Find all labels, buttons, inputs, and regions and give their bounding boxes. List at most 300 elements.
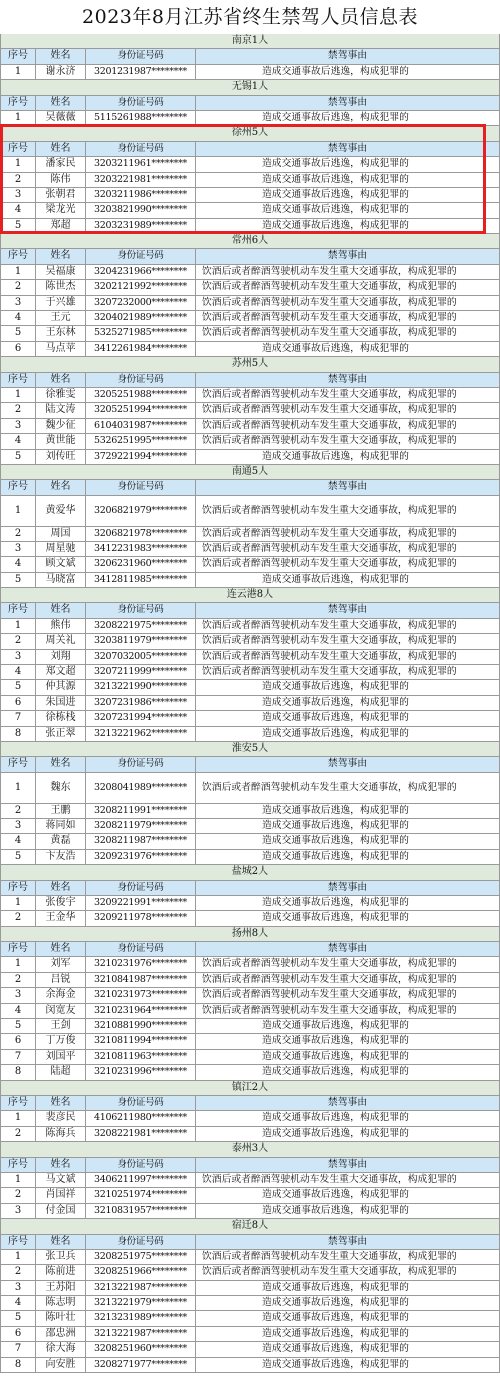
row-seq: 4	[0, 311, 36, 325]
table-row	[0, 911, 500, 926]
row-reason: 造成交通事故后逃逸，构成犯罪的	[196, 65, 500, 79]
row-name: 吴薇薇	[36, 111, 86, 125]
region-label: 徐州5人	[0, 126, 500, 140]
row-reason: 饮酒后或者醉酒驾驶机动车发生重大交通事故，构成犯罪的	[196, 1173, 500, 1187]
row-name: 裴彦民	[36, 1111, 86, 1125]
row-name: 陆文涛	[36, 403, 86, 417]
region-label: 淮安5人	[0, 742, 500, 756]
region-row	[0, 234, 500, 249]
row-seq: 4	[0, 665, 36, 679]
region-label: 无锡1人	[0, 80, 500, 94]
row-seq: 7	[0, 711, 36, 725]
column-header-row	[0, 1096, 500, 1111]
row-name: 肖国祥	[36, 1188, 86, 1202]
row-id-number: 3210841987********	[86, 973, 196, 987]
column-header-row	[0, 603, 500, 618]
row-seq: 2	[0, 1188, 36, 1202]
region-row	[0, 357, 500, 372]
region-row	[0, 588, 500, 603]
region-label: 镇江2人	[0, 1081, 500, 1095]
table-row	[0, 1004, 500, 1019]
row-id-number: 3210231996********	[86, 1065, 196, 1079]
row-seq: 8	[0, 1358, 36, 1372]
header-reason: 禁驾事由	[196, 1235, 500, 1249]
row-id-number: 5325271985********	[86, 326, 196, 340]
row-name: 马点苹	[36, 342, 86, 356]
row-name: 丁万俊	[36, 1034, 86, 1048]
row-id-number: 3209211978********	[86, 911, 196, 925]
column-header-row	[0, 881, 500, 896]
row-reason: 造成交通事故后逃逸，构成犯罪的	[196, 804, 500, 818]
row-name: 吕锐	[36, 973, 86, 987]
header-name: 姓名	[36, 373, 86, 387]
row-id-number: 3207232000********	[86, 296, 196, 310]
header-name: 姓名	[36, 480, 86, 494]
row-name: 陆超	[36, 1065, 86, 1079]
column-header-row	[0, 942, 500, 957]
row-reason: 造成交通事故后逃逸，构成犯罪的	[196, 111, 500, 125]
table-row	[0, 634, 500, 649]
table-row	[0, 1111, 500, 1126]
row-seq: 2	[0, 280, 36, 294]
row-name: 王苏阳	[36, 1281, 86, 1295]
header-seq: 序号	[0, 1158, 36, 1172]
table-row	[0, 1019, 500, 1034]
row-name: 周国	[36, 527, 86, 541]
row-reason: 饮酒后或者醉酒驾驶机动车发生重大交通事故，构成犯罪的	[196, 311, 500, 325]
row-reason: 造成交通事故后逃逸，构成犯罪的	[196, 1111, 500, 1125]
header-id: 身份证号码	[86, 1096, 196, 1110]
row-reason: 饮酒后或者醉酒驾驶机动车发生重大交通事故，构成犯罪的	[196, 296, 500, 310]
table-row	[0, 1065, 500, 1080]
row-name: 郑文超	[36, 665, 86, 679]
row-reason: 饮酒后或者醉酒驾驶机动车发生重大交通事故，构成犯罪的	[196, 388, 500, 402]
header-id: 身份证号码	[86, 373, 196, 387]
table-row	[0, 1250, 500, 1265]
driver-ban-table	[0, 34, 500, 1373]
table-row	[0, 1034, 500, 1049]
row-id-number: 3213221990********	[86, 680, 196, 694]
row-name: 徐栋栈	[36, 711, 86, 725]
header-name: 姓名	[36, 942, 86, 956]
table-row	[0, 450, 500, 465]
row-id-number: 3205251994********	[86, 403, 196, 417]
row-id-number: 3208271977********	[86, 1358, 196, 1372]
row-id-number: 3207231994********	[86, 711, 196, 725]
row-reason: 造成交通事故后逃逸，构成犯罪的	[196, 1050, 500, 1064]
region-label: 南通5人	[0, 465, 500, 479]
row-name: 刘翔	[36, 650, 86, 664]
row-name: 吴福康	[36, 265, 86, 279]
header-seq: 序号	[0, 142, 36, 156]
row-name: 王东林	[36, 326, 86, 340]
header-seq: 序号	[0, 881, 36, 895]
row-seq: 2	[0, 1265, 36, 1279]
row-name: 张卫兵	[36, 1250, 86, 1264]
row-seq: 1	[0, 1250, 36, 1264]
row-name: 徐雅雯	[36, 388, 86, 402]
header-reason: 禁驾事由	[196, 757, 500, 771]
header-id: 身份证号码	[86, 942, 196, 956]
row-reason: 造成交通事故后逃逸，构成犯罪的	[196, 173, 500, 187]
row-reason: 造成交通事故后逃逸，构成犯罪的	[196, 1296, 500, 1310]
row-name: 潘家民	[36, 157, 86, 171]
header-reason: 禁驾事由	[196, 881, 500, 895]
row-name: 黄世能	[36, 434, 86, 448]
row-reason: 饮酒后或者醉酒驾驶机动车发生重大交通事故，构成犯罪的	[196, 650, 500, 664]
row-id-number: 3213231989********	[86, 1311, 196, 1325]
row-reason: 饮酒后或者醉酒驾驶机动车发生重大交通事故，构成犯罪的	[196, 957, 500, 971]
table-row	[0, 342, 500, 357]
header-reason: 禁驾事由	[196, 96, 500, 110]
row-reason: 造成交通事故后逃逸，构成犯罪的	[196, 1327, 500, 1341]
row-seq: 3	[0, 1281, 36, 1295]
row-reason: 饮酒后或者醉酒驾驶机动车发生重大交通事故，构成犯罪的	[196, 557, 500, 571]
row-seq: 1	[0, 388, 36, 402]
row-name: 陈伟	[36, 173, 86, 187]
row-seq: 4	[0, 557, 36, 571]
row-seq: 5	[0, 573, 36, 587]
table-row	[0, 1173, 500, 1188]
region-row	[0, 1142, 500, 1157]
row-seq: 3	[0, 296, 36, 310]
row-id-number: 3210811994********	[86, 1034, 196, 1048]
row-id-number: 3207231986********	[86, 696, 196, 710]
table-row	[0, 157, 500, 172]
row-name: 陈海兵	[36, 1127, 86, 1141]
region-row	[0, 126, 500, 141]
row-reason: 造成交通事故后逃逸，构成犯罪的	[196, 834, 500, 848]
header-id: 身份证号码	[86, 49, 196, 63]
row-seq: 2	[0, 527, 36, 541]
region-row	[0, 34, 500, 49]
row-id-number: 6104031987********	[86, 419, 196, 433]
row-reason: 饮酒后或者醉酒驾驶机动车发生重大交通事故，构成犯罪的	[196, 1004, 500, 1018]
row-reason: 造成交通事故后逃逸，构成犯罪的	[196, 1358, 500, 1372]
column-header-row	[0, 1235, 500, 1250]
row-seq: 1	[0, 65, 36, 79]
row-reason: 饮酒后或者醉酒驾驶机动车发生重大交通事故，构成犯罪的	[196, 773, 500, 803]
row-id-number: 3207211999********	[86, 665, 196, 679]
region-row	[0, 1081, 500, 1096]
row-seq: 4	[0, 434, 36, 448]
header-reason: 禁驾事由	[196, 249, 500, 263]
row-name: 王元	[36, 311, 86, 325]
row-seq: 7	[0, 1050, 36, 1064]
header-reason: 禁驾事由	[196, 480, 500, 494]
row-seq: 8	[0, 727, 36, 741]
region-row	[0, 1219, 500, 1234]
row-id-number: 3210231976********	[86, 957, 196, 971]
table-row	[0, 711, 500, 726]
table-row	[0, 65, 500, 80]
row-name: 朱国进	[36, 696, 86, 710]
row-name: 徐大海	[36, 1342, 86, 1356]
row-reason: 造成交通事故后逃逸，构成犯罪的	[196, 850, 500, 864]
row-name: 蒋同如	[36, 819, 86, 833]
row-reason: 饮酒后或者醉酒驾驶机动车发生重大交通事故，构成犯罪的	[196, 988, 500, 1002]
header-name: 姓名	[36, 1096, 86, 1110]
row-seq: 3	[0, 542, 36, 556]
header-seq: 序号	[0, 942, 36, 956]
row-name: 魏少征	[36, 419, 86, 433]
row-id-number: 3209221991********	[86, 896, 196, 910]
row-id-number: 3412261984********	[86, 342, 196, 356]
header-reason: 禁驾事由	[196, 373, 500, 387]
row-id-number: 3202121992********	[86, 280, 196, 294]
table-row	[0, 388, 500, 403]
header-seq: 序号	[0, 480, 36, 494]
row-seq: 3	[0, 819, 36, 833]
row-reason: 饮酒后或者醉酒驾驶机动车发生重大交通事故，构成犯罪的	[196, 403, 500, 417]
header-id: 身份证号码	[86, 603, 196, 617]
row-seq: 1	[0, 1111, 36, 1125]
row-id-number: 3204021989********	[86, 311, 196, 325]
row-seq: 4	[0, 834, 36, 848]
row-seq: 2	[0, 634, 36, 648]
row-name: 王鹏	[36, 804, 86, 818]
region-row	[0, 927, 500, 942]
row-reason: 饮酒后或者醉酒驾驶机动车发生重大交通事故，构成犯罪的	[196, 265, 500, 279]
row-id-number: 3213221962********	[86, 727, 196, 741]
row-seq: 1	[0, 265, 36, 279]
region-label: 连云港8人	[0, 588, 500, 602]
row-seq: 7	[0, 1342, 36, 1356]
table-row	[0, 988, 500, 1003]
table-row	[0, 973, 500, 988]
header-name: 姓名	[36, 96, 86, 110]
row-id-number: 3210811963********	[86, 1050, 196, 1064]
table-row	[0, 296, 500, 311]
row-reason: 造成交通事故后逃逸，构成犯罪的	[196, 1065, 500, 1079]
row-id-number: 3210881990********	[86, 1019, 196, 1033]
row-name: 顾文斌	[36, 557, 86, 571]
row-name: 张正翠	[36, 727, 86, 741]
row-reason: 造成交通事故后逃逸，构成犯罪的	[196, 450, 500, 464]
header-name: 姓名	[36, 757, 86, 771]
row-name: 陈前进	[36, 1265, 86, 1279]
header-seq: 序号	[0, 603, 36, 617]
row-reason: 饮酒后或者醉酒驾驶机动车发生重大交通事故，构成犯罪的	[196, 973, 500, 987]
row-seq: 6	[0, 1327, 36, 1341]
column-header-row	[0, 96, 500, 111]
row-seq: 8	[0, 1065, 36, 1079]
row-name: 郑超	[36, 219, 86, 233]
row-name: 付金国	[36, 1204, 86, 1218]
table-row	[0, 1127, 500, 1142]
row-seq: 3	[0, 650, 36, 664]
row-reason: 造成交通事故后逃逸，构成犯罪的	[196, 188, 500, 202]
row-reason: 造成交通事故后逃逸，构成犯罪的	[196, 1311, 500, 1325]
row-reason: 造成交通事故后逃逸，构成犯罪的	[196, 727, 500, 741]
row-reason: 造成交通事故后逃逸，构成犯罪的	[196, 219, 500, 233]
row-reason: 造成交通事故后逃逸，构成犯罪的	[196, 680, 500, 694]
row-reason: 造成交通事故后逃逸，构成犯罪的	[196, 342, 500, 356]
row-name: 王剑	[36, 1019, 86, 1033]
row-reason: 造成交通事故后逃逸，构成犯罪的	[196, 819, 500, 833]
row-id-number: 3208251966********	[86, 1265, 196, 1279]
row-name: 仲其源	[36, 680, 86, 694]
row-name: 张俊宇	[36, 896, 86, 910]
header-name: 姓名	[36, 1235, 86, 1249]
column-header-row	[0, 480, 500, 495]
table-row	[0, 1050, 500, 1065]
row-seq: 5	[0, 326, 36, 340]
header-name: 姓名	[36, 49, 86, 63]
row-reason: 饮酒后或者醉酒驾驶机动车发生重大交通事故，构成犯罪的	[196, 619, 500, 633]
table-row	[0, 957, 500, 972]
table-row	[0, 188, 500, 203]
row-reason: 饮酒后或者醉酒驾驶机动车发生重大交通事故，构成犯罪的	[196, 326, 500, 340]
table-row	[0, 403, 500, 418]
row-seq: 2	[0, 173, 36, 187]
table-row	[0, 111, 500, 126]
table-row	[0, 573, 500, 588]
header-id: 身份证号码	[86, 757, 196, 771]
region-row	[0, 865, 500, 880]
table-row	[0, 1311, 500, 1326]
header-seq: 序号	[0, 49, 36, 63]
row-seq: 5	[0, 1311, 36, 1325]
row-reason: 饮酒后或者醉酒驾驶机动车发生重大交通事故，构成犯罪的	[196, 1250, 500, 1264]
table-row	[0, 1204, 500, 1219]
table-row	[0, 557, 500, 572]
row-id-number: 3203811979********	[86, 634, 196, 648]
row-reason: 饮酒后或者醉酒驾驶机动车发生重大交通事故，构成犯罪的	[196, 527, 500, 541]
row-reason: 饮酒后或者醉酒驾驶机动车发生重大交通事故，构成犯罪的	[196, 496, 500, 526]
row-name: 陈叶壮	[36, 1311, 86, 1325]
table-row	[0, 773, 500, 804]
row-seq: 4	[0, 1296, 36, 1310]
region-row	[0, 465, 500, 480]
row-seq: 1	[0, 1173, 36, 1187]
row-name: 刘传旺	[36, 450, 86, 464]
table-row	[0, 1327, 500, 1342]
row-id-number: 3203221981********	[86, 173, 196, 187]
header-reason: 禁驾事由	[196, 603, 500, 617]
row-seq: 1	[0, 157, 36, 171]
row-reason: 造成交通事故后逃逸，构成犯罪的	[196, 1204, 500, 1218]
row-name: 黄磊	[36, 834, 86, 848]
header-id: 身份证号码	[86, 881, 196, 895]
header-reason: 禁驾事由	[196, 942, 500, 956]
row-reason: 造成交通事故后逃逸，构成犯罪的	[196, 1342, 500, 1356]
table-row	[0, 1296, 500, 1311]
row-reason: 造成交通事故后逃逸，构成犯罪的	[196, 1019, 500, 1033]
header-reason: 禁驾事由	[196, 1158, 500, 1172]
table-row	[0, 326, 500, 341]
row-seq: 5	[0, 680, 36, 694]
table-row	[0, 527, 500, 542]
row-id-number: 3406211997********	[86, 1173, 196, 1187]
row-id-number: 3203231989********	[86, 219, 196, 233]
row-name: 魏东	[36, 773, 86, 803]
row-id-number: 3208221981********	[86, 1127, 196, 1141]
header-seq: 序号	[0, 757, 36, 771]
header-reason: 禁驾事由	[196, 1096, 500, 1110]
header-name: 姓名	[36, 1158, 86, 1172]
row-name: 卞友浩	[36, 850, 86, 864]
row-name: 余海金	[36, 988, 86, 1002]
row-name: 周星驰	[36, 542, 86, 556]
region-label: 扬州8人	[0, 927, 500, 941]
row-name: 熊伟	[36, 619, 86, 633]
row-name: 刘国平	[36, 1050, 86, 1064]
row-reason: 饮酒后或者醉酒驾驶机动车发生重大交通事故，构成犯罪的	[196, 419, 500, 433]
row-seq: 3	[0, 188, 36, 202]
row-name: 谢永济	[36, 65, 86, 79]
row-id-number: 3412811985********	[86, 573, 196, 587]
row-reason: 造成交通事故后逃逸，构成犯罪的	[196, 1034, 500, 1048]
row-id-number: 3210231964********	[86, 1004, 196, 1018]
row-seq: 3	[0, 419, 36, 433]
row-id-number: 3208251960********	[86, 1342, 196, 1356]
row-seq: 5	[0, 219, 36, 233]
region-label: 南京1人	[0, 34, 500, 48]
header-seq: 序号	[0, 1096, 36, 1110]
row-id-number: 3210831957********	[86, 1204, 196, 1218]
row-id-number: 3206821978********	[86, 527, 196, 541]
row-reason: 饮酒后或者醉酒驾驶机动车发生重大交通事故，构成犯罪的	[196, 634, 500, 648]
row-name: 陈世杰	[36, 280, 86, 294]
header-id: 身份证号码	[86, 142, 196, 156]
header-reason: 禁驾事由	[196, 49, 500, 63]
table-row	[0, 419, 500, 434]
table-row	[0, 496, 500, 527]
region-row	[0, 742, 500, 757]
row-id-number: 3210251974********	[86, 1188, 196, 1202]
table-row	[0, 1188, 500, 1203]
row-seq: 5	[0, 450, 36, 464]
row-seq: 1	[0, 619, 36, 633]
table-row	[0, 680, 500, 695]
row-id-number: 3208211991********	[86, 804, 196, 818]
table-row	[0, 727, 500, 742]
row-seq: 2	[0, 403, 36, 417]
row-seq: 3	[0, 1204, 36, 1218]
header-seq: 序号	[0, 249, 36, 263]
region-label: 盐城2人	[0, 865, 500, 879]
header-name: 姓名	[36, 603, 86, 617]
row-name: 于兴雄	[36, 296, 86, 310]
row-id-number: 3201231987********	[86, 65, 196, 79]
row-id-number: 3207032005********	[86, 650, 196, 664]
row-id-number: 3208211979********	[86, 819, 196, 833]
table-row	[0, 1358, 500, 1373]
row-id-number: 3213221979********	[86, 1296, 196, 1310]
header-id: 身份证号码	[86, 1235, 196, 1249]
row-seq: 2	[0, 804, 36, 818]
region-label: 常州6人	[0, 234, 500, 248]
table-row	[0, 650, 500, 665]
row-id-number: 3412231983********	[86, 542, 196, 556]
region-row	[0, 80, 500, 95]
table-row	[0, 619, 500, 634]
row-reason: 造成交通事故后逃逸，构成犯罪的	[196, 711, 500, 725]
row-seq: 1	[0, 773, 36, 803]
region-label: 宿迁8人	[0, 1219, 500, 1233]
table-row	[0, 434, 500, 449]
row-reason: 造成交通事故后逃逸，构成犯罪的	[196, 203, 500, 217]
row-id-number: 3213221987********	[86, 1281, 196, 1295]
header-id: 身份证号码	[86, 96, 196, 110]
row-id-number: 3206231960********	[86, 557, 196, 571]
column-header-row	[0, 373, 500, 388]
row-id-number: 3210231973********	[86, 988, 196, 1002]
row-id-number: 5115261988********	[86, 111, 196, 125]
row-id-number: 3204231966********	[86, 265, 196, 279]
row-reason: 饮酒后或者醉酒驾驶机动车发生重大交通事故，构成犯罪的	[196, 280, 500, 294]
